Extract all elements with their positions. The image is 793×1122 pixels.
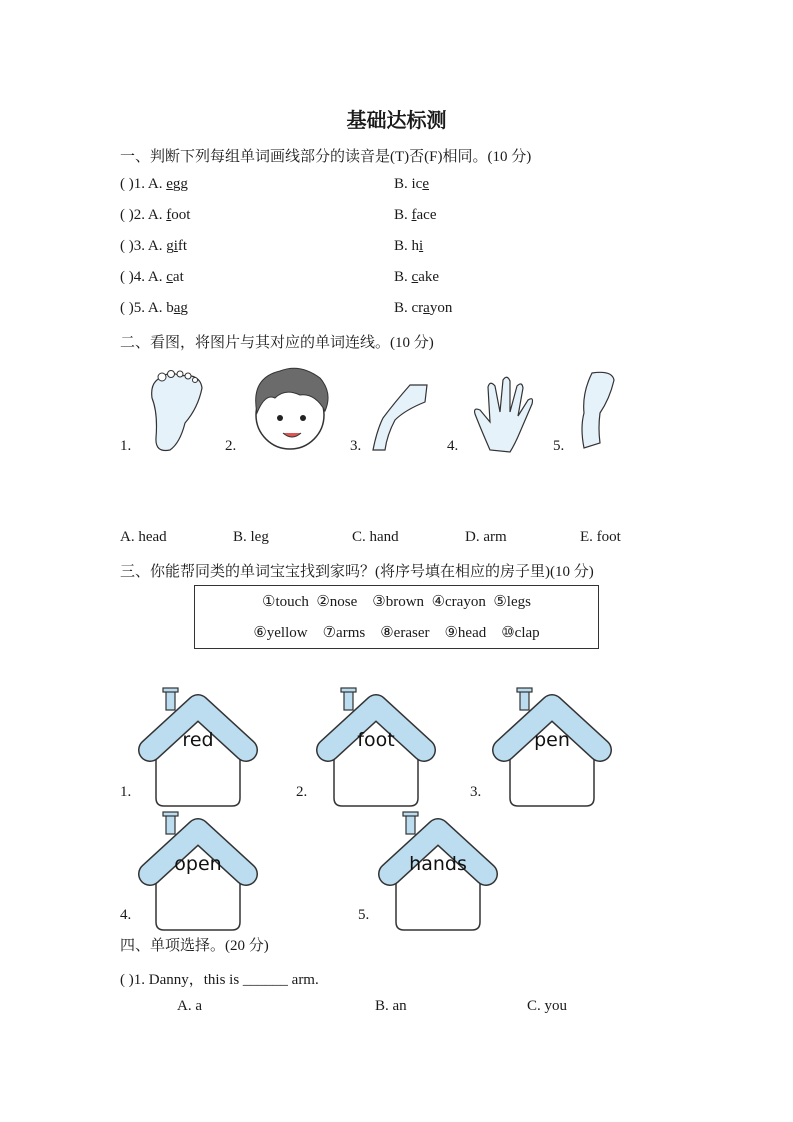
house-4[interactable] [138, 810, 258, 935]
picture-label: 3. [350, 438, 362, 454]
underlined-letter: e [422, 176, 430, 192]
house-word: hands [409, 853, 467, 875]
word-bank-item: ⑥yellow [253, 625, 308, 641]
word-part: B. h [394, 238, 420, 254]
head-picture [245, 363, 335, 453]
word-part: B. cr [394, 300, 424, 316]
word-part: oot [171, 207, 191, 223]
question-row-a [120, 238, 187, 255]
house-label: 5. [358, 907, 370, 923]
word-bank-item: ⑤legs [493, 594, 531, 610]
chimney [406, 814, 415, 834]
house-5[interactable] [378, 810, 498, 935]
underlined-letter: f [411, 207, 417, 223]
underlined-letter: i [173, 238, 178, 254]
answer-blank[interactable]: ( )1. A. [120, 176, 167, 192]
answer-option: C. you [527, 998, 568, 1014]
house-word: foot [357, 729, 395, 751]
picture-label: 2. [225, 438, 237, 454]
house-label: 3. [470, 784, 482, 800]
word-part: gg [172, 176, 188, 192]
question-row-a [120, 269, 184, 286]
question-row-a [120, 207, 190, 224]
picture-label: 1. [120, 438, 132, 454]
word-part: B. ic [394, 176, 423, 192]
underlined-letter: a [173, 300, 181, 316]
house-2[interactable] [316, 686, 436, 811]
word-part: ace [416, 207, 437, 223]
question-stem: ( )1. Danny，this is ______ arm. [120, 972, 319, 988]
arm-picture [572, 368, 622, 453]
house-word: open [174, 853, 222, 875]
underlined-letter: i [419, 238, 424, 254]
answer-option: B. an [375, 998, 407, 1014]
word-bank-item: ⑩clap [501, 625, 540, 641]
question-row-b [394, 238, 423, 255]
house-word: red [182, 729, 214, 751]
question-row-a [120, 176, 188, 193]
house-label: 1. [120, 784, 132, 800]
section4-heading: 四、单项选择。(20 分) [120, 938, 269, 954]
underlined-letter: c [166, 269, 173, 285]
word-option: C. hand [352, 529, 399, 545]
chimney [166, 690, 175, 710]
page-title: 基础达标测 [346, 110, 447, 132]
word-bank-item: ④crayon [431, 594, 486, 610]
house-label: 4. [120, 907, 132, 923]
section3-heading: 三、你能帮同类的单词宝宝找到家吗？(将序号填在相应的房子里)(10 分) [120, 564, 594, 580]
word-option: A. head [120, 529, 167, 545]
question-row-a [120, 300, 188, 317]
question-row-b [394, 176, 429, 193]
word-bank-item: ③brown [372, 594, 425, 610]
answer-blank[interactable]: ( )3. A. [120, 238, 167, 254]
word-option: D. arm [465, 529, 507, 545]
leg-picture [365, 380, 435, 455]
underlined-letter: e [166, 176, 173, 192]
word-part: g [166, 238, 174, 254]
word-bank-item: ⑨head [444, 625, 487, 641]
underlined-letter: a [423, 300, 430, 316]
word-part: at [172, 269, 184, 285]
word-part: B. [394, 207, 412, 223]
house-1[interactable] [138, 686, 258, 811]
word-part: ft [177, 238, 188, 254]
chimney [344, 690, 353, 710]
word-option: E. foot [580, 529, 621, 545]
section1-heading: 一、判断下列每组单词画线部分的读音是(T)否(F)相同。(10 分) [120, 149, 532, 165]
word-part: b [166, 300, 174, 316]
word-bank-row-1 [195, 592, 598, 611]
picture-label: 4. [447, 438, 459, 454]
word-part: B. [394, 269, 412, 285]
word-bank-item: ⑦arms [322, 625, 366, 641]
house-label: 2. [296, 784, 308, 800]
chimney [166, 814, 175, 834]
answer-blank[interactable]: ( )4. A. [120, 269, 167, 285]
house-word: pen [534, 729, 570, 751]
word-part: ake [418, 269, 440, 285]
word-option: B. leg [233, 529, 269, 545]
question-row-b [394, 300, 452, 317]
question-row-b [394, 207, 437, 224]
hand-picture [470, 372, 540, 454]
underlined-letter: c [411, 269, 419, 285]
answer-blank[interactable]: ( )5. A. [120, 300, 167, 316]
word-bank-row-2 [195, 623, 598, 642]
word-part: g [180, 300, 188, 316]
word-bank-item: ①touch [262, 594, 309, 610]
foot-picture [140, 368, 210, 456]
chimney [520, 690, 529, 710]
answer-option: A. a [177, 998, 202, 1014]
word-part: yon [429, 300, 453, 316]
word-bank-item: ⑧eraser [380, 625, 430, 641]
word-bank-item: ②nose [316, 594, 358, 610]
section2-heading: 二、看图，将图片与其对应的单词连线。(10 分) [120, 335, 434, 351]
answer-blank[interactable]: ( )2. A. [120, 207, 167, 223]
underlined-letter: f [166, 207, 172, 223]
picture-label: 5. [553, 438, 565, 454]
word-bank-box [194, 585, 599, 649]
house-3[interactable] [492, 686, 612, 811]
question-row-b [394, 269, 439, 286]
